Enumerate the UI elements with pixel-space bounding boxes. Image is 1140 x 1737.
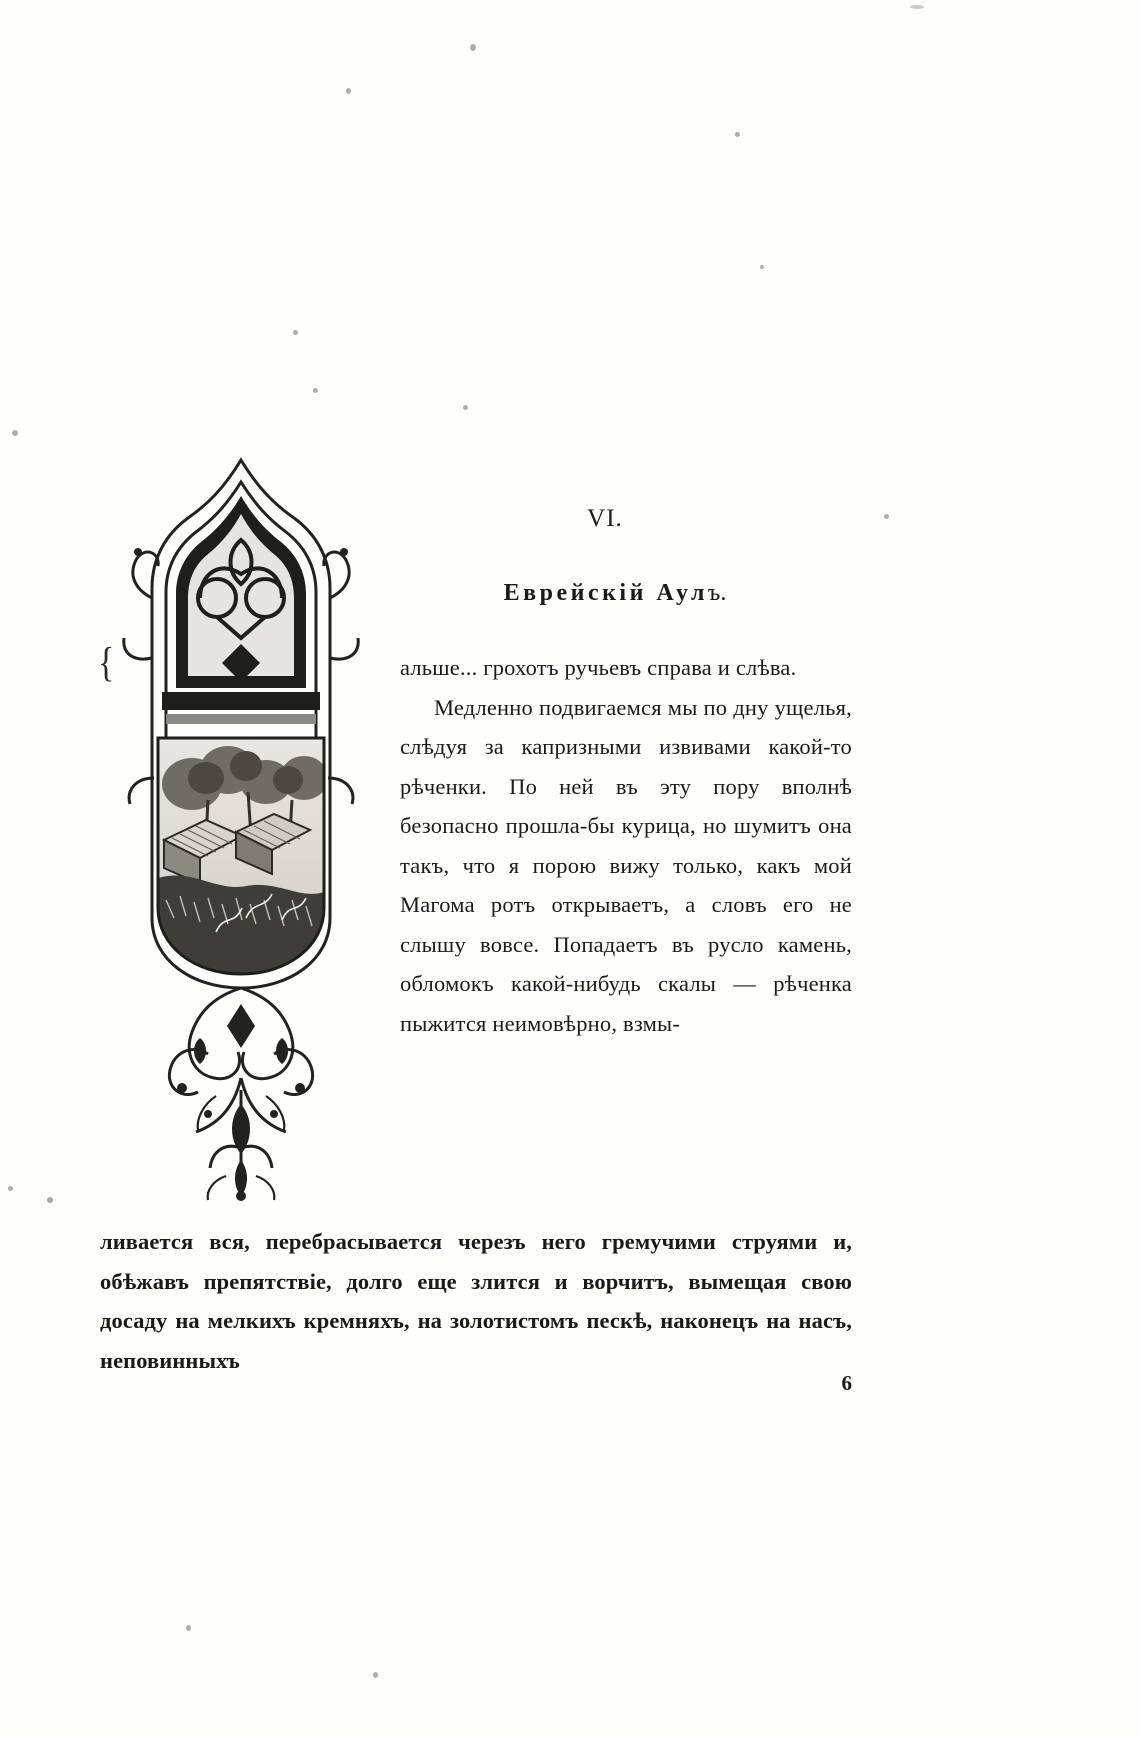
narrow-column-text	[400, 648, 852, 1043]
decorative-ornament-panel	[96, 448, 386, 1208]
drop-cap-brace: {	[98, 641, 115, 686]
scan-speck	[463, 405, 468, 410]
chapter-number: VI.	[587, 505, 623, 532]
scan-speck	[313, 388, 318, 393]
scan-speck	[760, 265, 764, 269]
scan-speck	[470, 44, 476, 51]
scan-speck	[373, 1672, 378, 1678]
scan-speck	[8, 1186, 13, 1191]
page-number: 6	[841, 1371, 852, 1395]
scan-speck	[293, 330, 298, 335]
chapter-title	[0, 580, 1140, 607]
village-engraving	[158, 738, 328, 978]
full-width-text	[100, 1222, 852, 1380]
paragraph-second: Медленно подвигаемся мы по дну ущелья, слѣдуя за капризными извивами какой-то рѣченки. По ней въ эту пору вполнѣ безопасно прошла-бы курица, но шумитъ она такъ, что я порою вижу только, какъ мой Магома ротъ открываетъ, а словъ его не слышу вовсе. Попадаетъ въ русло камень, обломокъ какой-нибудь скалы — рѣченка пыжится неимовѣрно, взмы-	[400, 694, 852, 1036]
scan-speck	[346, 88, 351, 94]
scan-speck	[186, 1625, 191, 1631]
scan-speck	[12, 430, 18, 436]
scan-speck	[47, 1197, 53, 1203]
chapter-title-text: Еврейскiй Аул	[503, 580, 708, 606]
chapter-title-suffix: ъ.	[707, 580, 727, 606]
scan-speck	[910, 5, 924, 9]
scan-speck	[735, 132, 740, 137]
paragraph-opening: альше... грохотъ ручьевъ справа и слѣва.	[400, 655, 797, 680]
paragraph-continuation: ливается вся, перебрасывается черезъ него гремучими струями и, обѣжавъ препятствiе, долго еще злится и ворчитъ, вымещая свою досаду на мелкихъ кремняхъ, на золотистомъ пескѣ, наконецъ на насъ, неповинныхъ	[100, 1229, 852, 1373]
